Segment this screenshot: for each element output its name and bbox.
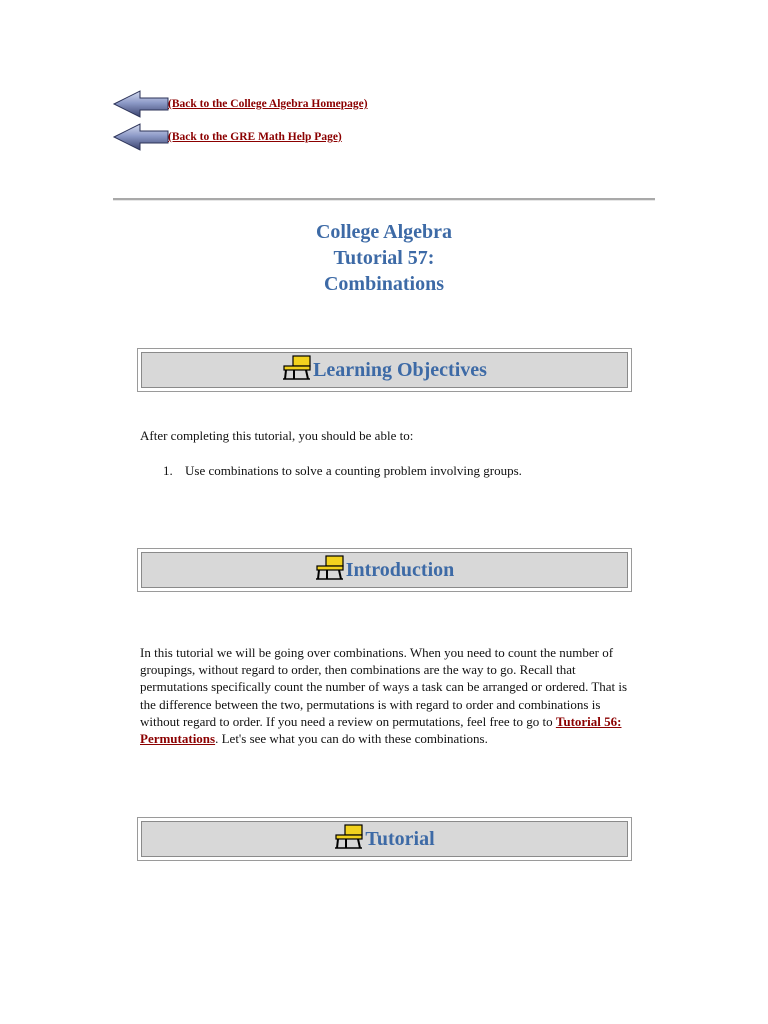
back-algebra-link[interactable]: (Back to the College Algebra Homepage) xyxy=(168,98,368,110)
title-line-1: College Algebra xyxy=(315,221,453,243)
section-tutorial xyxy=(137,817,632,861)
section-heading: Learning Objectives xyxy=(313,358,487,381)
intro-paragraph xyxy=(140,644,635,747)
list-item-text: Use combinations to solve a counting problem involving groups. xyxy=(185,463,522,478)
page-title xyxy=(0,219,768,297)
permutations-link[interactable]: Tutorial 56: Permutations xyxy=(140,713,622,747)
divider xyxy=(113,198,655,201)
desk-icon xyxy=(315,554,345,580)
intro-text-end: . Let's see what you can do with these combinations. xyxy=(215,731,488,747)
list-item-number: 1. xyxy=(163,463,173,478)
section-heading: Introduction xyxy=(345,558,455,581)
left-arrow-icon[interactable] xyxy=(112,122,170,152)
section-introduction xyxy=(137,548,632,592)
title-line-2: Tutorial 57: xyxy=(333,247,435,269)
intro-text: In this tutorial we will be going over combinations. When you need to count the number of groupings, without regard to order, then combinations are the way to go. Recall that permutations specifically count the number of ways a task can be arranged or ordered. That is the difference between the two, permutations is with regard to order and combinations is without regard to order. If you need a review on permutations, feel free to go to xyxy=(140,645,628,729)
section-learning-objectives xyxy=(137,348,632,392)
nav-back-gre[interactable] xyxy=(112,122,342,152)
left-arrow-icon[interactable] xyxy=(112,89,170,119)
list-item xyxy=(163,463,522,479)
section-header xyxy=(141,552,628,588)
objectives-lead: After completing this tutorial, you should be able to: xyxy=(140,428,414,443)
section-header xyxy=(141,352,628,388)
section-heading: Tutorial xyxy=(365,827,435,850)
objectives-list xyxy=(163,463,522,479)
nav-back-algebra[interactable] xyxy=(112,89,368,119)
section-header xyxy=(141,821,628,857)
desk-icon xyxy=(334,823,364,849)
desk-icon xyxy=(282,354,312,380)
title-line-3: Combinations xyxy=(323,273,445,295)
back-gre-link[interactable]: (Back to the GRE Math Help Page) xyxy=(168,131,342,143)
